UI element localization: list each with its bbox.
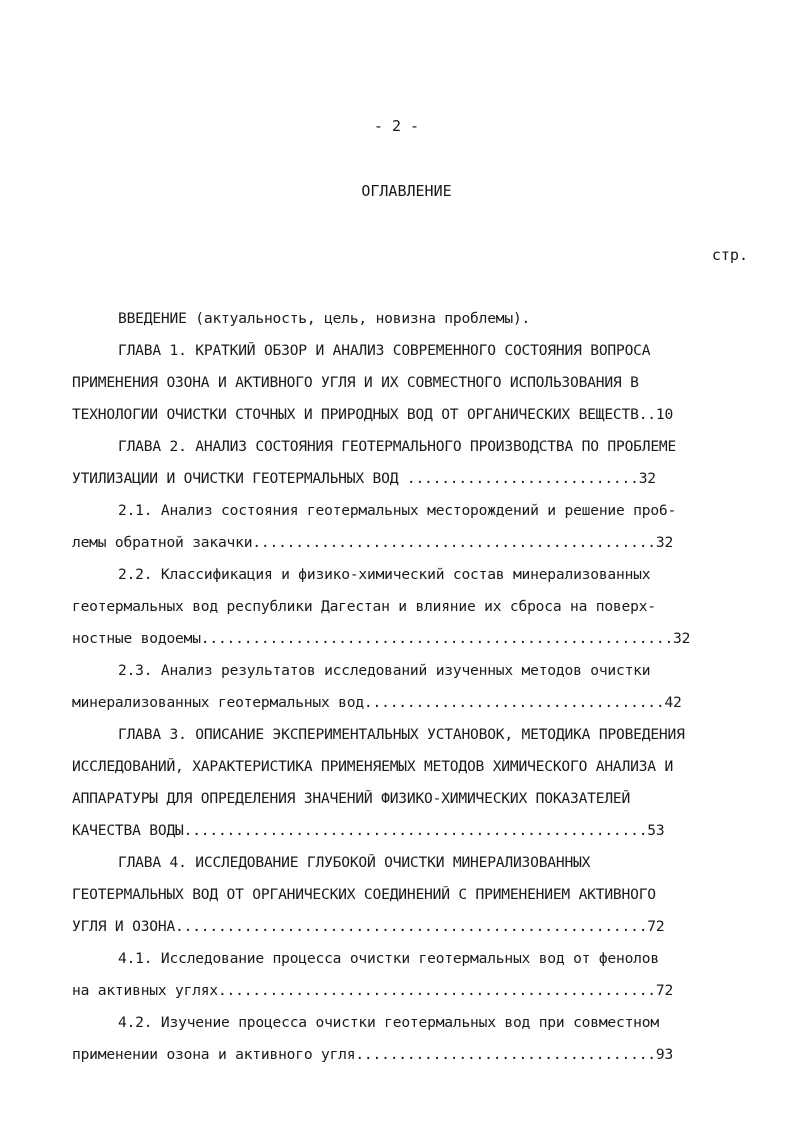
toc-line: ИССЛЕДОВАНИЙ, ХАРАКТЕРИСТИКА ПРИМЕНЯЕМЫХ МЕТОДОВ ХИМИЧЕСКОГО АНАЛИЗА И [72,758,674,775]
toc-line: ГЛАВА 2. АНАЛИЗ СОСТОЯНИЯ ГЕОТЕРМАЛЬНОГО ПРОИЗВОДСТВА ПО ПРОБЛЕМЕ [118,438,677,455]
toc-line: применении озона и активного угля...................................93 [72,1046,674,1063]
toc-line: ГЕОТЕРМАЛЬНЫХ ВОД ОТ ОРГАНИЧЕСКИХ СОЕДИНЕНИЙ С ПРИМЕНЕНИЕМ АКТИВНОГО [72,886,656,903]
toc-line: ТЕХНОЛОГИИ ОЧИСТКИ СТОЧНЫХ И ПРИРОДНЫХ ВОД ОТ ОРГАНИЧЕСКИХ ВЕЩЕСТВ..10 [72,406,674,423]
toc-line: КАЧЕСТВА ВОДЫ......................................................53 [72,822,665,839]
page-column-label: стр. [711,246,748,264]
toc-line: 4.2. Изучение процесса очистки геотермальных вод при совместном [118,1014,659,1031]
toc-line: ПРИМЕНЕНИЯ ОЗОНА И АКТИВНОГО УГЛЯ И ИХ СОВМЕСТНОГО ИСПОЛЬЗОВАНИЯ В [72,374,639,391]
toc-line: АППАРАТУРЫ ДЛЯ ОПРЕДЕЛЕНИЯ ЗНАЧЕНИЙ ФИЗИКО-ХИМИЧЕСКИХ ПОКАЗАТЕЛЕЙ [72,790,631,807]
toc-line: 2.2. Классификация и физико-химический состав минерализованных [118,566,651,583]
toc-line: ГЛАВА 4. ИССЛЕДОВАНИЕ ГЛУБОКОЙ ОЧИСТКИ МИНЕРАЛИЗОВАННЫХ [118,854,591,871]
toc-line: УГЛЯ И ОЗОНА.......................................................72 [72,918,665,935]
toc-line: лемы обратной закачки...............................................32 [72,534,674,551]
toc-line: геотермальных вод республики Дагестан и влияние их сброса на поверх- [72,598,656,615]
toc-line: УТИЛИЗАЦИИ И ОЧИСТКИ ГЕОТЕРМАЛЬНЫХ ВОД ...........................32 [72,470,656,487]
toc-line: 4.1. Исследование процесса очистки геотермальных вод от фенолов [118,950,659,967]
toc-line: ГЛАВА 3. ОПИСАНИЕ ЭКСПЕРИМЕНТАЛЬНЫХ УСТАНОВОК, МЕТОДИКА ПРОВЕДЕНИЯ [118,726,685,743]
toc-line: ВВЕДЕНИЕ (актуальность, цель, новизна проблемы). [118,310,531,327]
toc-line: 2.1. Анализ состояния геотермальных месторождений и решение про6- [118,502,677,519]
toc-line: ГЛАВА 1. КРАТКИЙ ОБЗОР И АНАЛИЗ СОВРЕМЕННОГО СОСТОЯНИЯ ВОПРОСА [118,342,651,359]
toc-line: ностные водоемы.......................................................32 [72,630,691,647]
toc-line: минерализованных геотермальных вод...................................42 [72,694,682,711]
toc-line: на активных углях...................................................72 [72,982,674,999]
page-number: - 2 - [373,117,420,135]
toc-line: 2.3. Анализ результатов исследований изученных методов очистки [118,662,651,679]
page-title: ОГЛАВЛЕНИЕ [361,182,452,200]
